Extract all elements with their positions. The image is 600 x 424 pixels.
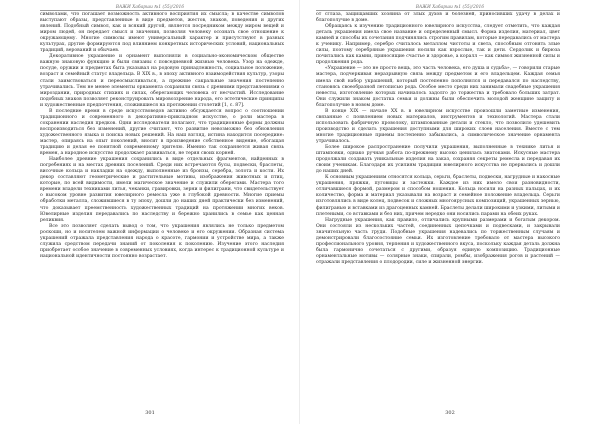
right-page (300, 0, 600, 424)
paragraph: Обращаясь к изучению традиционного ювелирного искусства, следует отметить, что каждая деталь украшения имела свое название и определенный смысл. Форма изделия, материал, цвет камней и способы их сочетания подчинялись строгим правилам, которые передавались от мастера к ученику. Например, серебро считалось металлом чистоты и света, способным отгонять злые силы, поэтому серебряные украшения носили как взрослые, так и дети. Сердолик и бирюза почитались как камни, приносящие счастье и здоровье, а коралл — как символ жизненной силы и продолжения рода. (316, 24, 560, 66)
paragraph: Нагрудные украшения, как правило, отличались крупными размерами и богатым декором. Они состояли из нескольких частей, соединенных цепочками и подвесками, и закрывали значительную часть груди. Подобные украшения надевались по торжественным случаям и демонстрировали благосостояние семьи. Их изготовление требовало от мастера высокого профессионального уровня, терпения и художественного вкуса, поскольку каждая деталь должна была гармонично сочетаться с другими, образуя единую композицию. Традиционные орнаментальные мотивы — солярные знаки, спирали, ромбы, изображения рогов и растений — отражали представления о плодородии, силе и жизненной энергии. (316, 217, 560, 265)
paragraph: В конце XIX — начале XX в. в ювелирном искусстве произошли заметные изменения, связанные с появлением новых материалов, инструментов и технологий. Мастера стали использовать фабричную проволоку, штампованные детали и стекло, что позволило удешевить производство и сделать украшения доступными для широких слоев населения. Вместе с тем многие традиционные приемы постепенно забывались, а символическое значение орнамента утрачивалось. (316, 108, 560, 144)
paragraph: Наиболее древние украшения сохранились в виде отдельных фрагментов, найденных в погребениях и на местах древних поселений. Среди них встречаются бусы, подвески, браслеты, височные кольца и накладки на одежду, выполненные из бронзы, серебра, золота и кости. Их декор составляют геометрические и растительные мотивы, изображения животных и птиц, которые, по всей видимости, имели магическое значение и служили оберегами. Мастера того времени владели техниками литья, чеканки, гравировки, зерни и филиграни, что свидетельствует о высоком уровне развития ювелирного ремесла уже в глубокой древности. Многие приемы обработки металла, сложившиеся в ту эпоху, дошли до наших дней практически без изменений, что доказывает преемственность художественных традиций на протяжении многих веков. Ювелирные изделия передавались по наследству и бережно хранились в семье как ценная реликвия. (40, 157, 284, 223)
paragraph: К основным украшениям относятся кольца, серьги, браслеты, подвески, нагрудные и накосные украшения, пряжки, пуговицы и застежки. Каждое из них имело свои разновидности, отличавшиеся формой, размером и способом ношения. Кольца носили на разных пальцах, и их количество, форма и материал указывали на возраст и семейное положение владельца. Серьги изготовлялись в виде колец, подвесок и сложных многоярусных композиций, украшенных зернью, филигранью и вставками из драгоценных камней. Браслеты делали широкими и узкими, литыми и плетеными, со вставками и без них, причем нередко они носились парами на обеих руках. (316, 175, 560, 217)
paragraph: символами, что погашает возможность активного восприятия их смысла; в качестве символов выступают образы, представленные в виде предметов, жестов, знаков, поведения и других явлений. Подобный символ, как и всякий другой, является посредником между миром вещей и миром людей, он передает смысл и значения, позволяя человеку осознать свое отношение к окружающему. Многие символы имеют универсальный характер и присутствуют в разных культурах, другие формируются под влиянием конкретных исторических условий, национальных традиций, верований и обычаев. (40, 12, 284, 54)
running-header-right: ВАЖИ Хабарши №1 (55)/2016 (415, 4, 485, 9)
paragraph: Более широкое распространение получили украшения, выполненные в технике литья и штамповки, однако ручная работа по-прежнему высоко ценилась знатоками. Искусные мастера продолжали создавать уникальные изделия на заказ, сохраняя секреты ремесла и передавая их своим ученикам. Благодаря их усилиям традиции ювелирного искусства не прервались и дошли до наших дней. (316, 145, 560, 175)
page-number-left: 301 (145, 410, 155, 416)
left-page-body (40, 12, 284, 402)
paragraph: от сглаза, защищавших хозяина от злых духов и болезней, приносивших удачу в делах и благополучие в доме. (316, 12, 560, 24)
running-header-left: ВАЖИ Хабарши №1 (55)/2016 (115, 4, 185, 9)
paragraph: Все это позволяет сделать вывод о том, что украшения являлись не только предметом роскоши, но и носителем важной информации о человеке и его окружении. Образная система украшений отражала представления народа о красоте, гармонии и устройстве мира, а также служила средством передачи знаний от поколения к поколению. Изучение этого наследия приобретает особое значение в современных условиях, когда интерес к традиционной культуре и национальной идентичности постоянно возрастает. (40, 223, 284, 259)
header-rule-left (40, 10, 284, 11)
paragraph: «Украшение — это не просто вещь, это часть человека, его душа и судьба», — говорили старые мастера, подчеркивая неразрывную связь между предметом и его владельцем. Каждая семья имела свой набор украшений, который постепенно пополнялся и передавался по наследству, становясь своеобразной летописью рода. Особое место среди них занимали свадебные украшения невесты, изготовление которых начиналось задолго до торжества и требовало больших затрат. Они служили знаком достатка семьи и должны были обеспечить молодой женщине защиту и благополучие в новом доме. (316, 66, 560, 108)
paragraph: В последние время в среде искусствоведов активно обсуждается вопрос о соотношении традиционного и современного в декоративно-прикладном искусстве, о роли мастера в сохранении наследия предков. Одни исследователи полагают, что традиционные формы должны воспроизводиться без изменений, другие считают, что развитие невозможно без обновления художественного языка и поиска новых решений. На наш взгляд, истина находится посередине: мастер, опираясь на опыт поколений, вносит в произведение собственное видение, обогащая традицию и делая ее понятной современному зрителю. Именно так сохраняется живая связь времен, а народное искусство продолжает развиваться, не теряя своих корней. (40, 108, 284, 157)
right-page-body (316, 12, 560, 402)
header-rule-right (316, 10, 560, 11)
paragraph: Декоративное украшение и орнамент выполняли в социально-экономическом обществе важную знаковую функцию и были связаны с повседневной жизнью человека. Узор на одежде, посуде, оружии и предметах быта указывал на родовую принадлежность, социальное положение, возраст и семейный статус владельца. В XIX в., в эпоху активного взаимодействия культур, узоры стали заимствоваться и переосмысливаться, а прежние сакральные значения постепенно утрачивались. Тем не менее элементы орнамента сохранили связь с древними представлениями о мироздании, природных стихиях и силах, оберегающих человека от несчастий. Исследование подобных знаков позволяет реконструировать мировоззрение народа, его эстетические принципы и художественные предпочтения, сложившиеся на протяжении столетий [1, с. 87]. (40, 54, 284, 108)
page-number-right: 302 (445, 410, 455, 416)
